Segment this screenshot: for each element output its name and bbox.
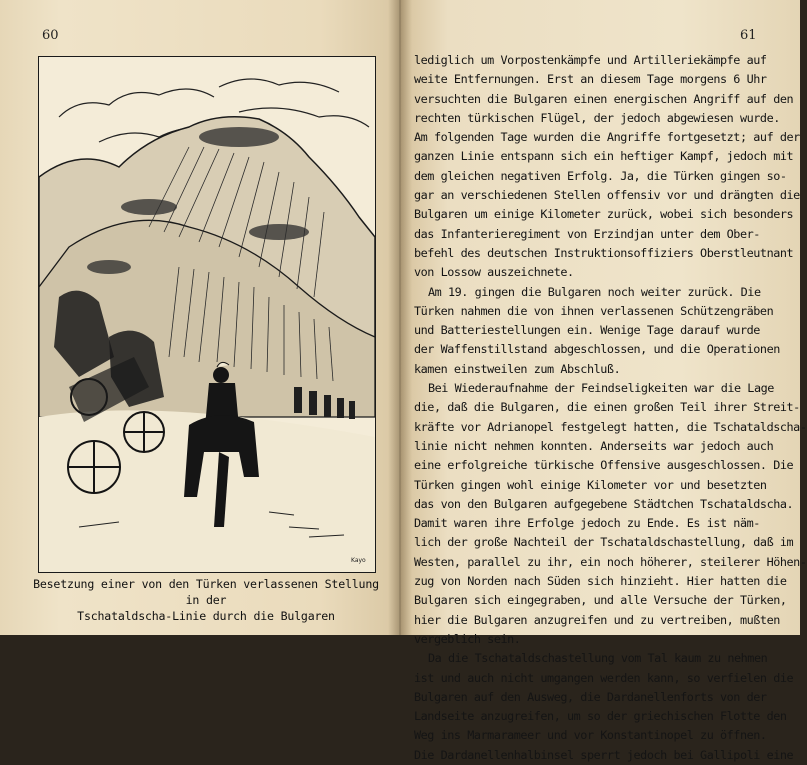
illustration-caption [30, 576, 382, 624]
text-line: Weg ins Marmarameer und vor Konstantinopel zu öffnen. [414, 728, 767, 743]
caption-line: Besetzung einer von den Türken verlassenen Stellung in der [33, 577, 379, 607]
text-line: der Waffenstillstand abgeschlossen, und die Operationen [414, 342, 780, 357]
text-line: und Batteriestellungen ein. Wenige Tage darauf wurde [414, 323, 760, 338]
caption-line: Tschataldscha-Linie durch die Bulgaren [77, 609, 335, 623]
text-line: die, daß die Bulgaren, die einen großen Teil ihrer Streit- [414, 400, 800, 415]
artist-signature: Kayo [351, 557, 366, 564]
text-line: Damit waren ihre Erfolge jedoch zu Ende. Es ist näm- [414, 516, 760, 531]
text-line: Bulgaren auf den Ausweg, die Dardanellenforts von der [414, 689, 767, 704]
text-line: das von den Bulgaren aufgegebene Städtchen Tschataldscha. [414, 496, 794, 511]
text-line: rechten türkischen Flügel, der jedoch abgewiesen wurde. [414, 110, 780, 125]
text-line: lich der große Nachteil der Tschataldschastellung, daß im [414, 535, 794, 550]
text-line: dem gleichen negativen Erfolg. Ja, die Türken gingen so- [414, 168, 787, 183]
text-line: Da die Tschataldschastellung vom Tal kaum zu nehmen [428, 651, 768, 666]
text-line: Westen, parallel zu ihr, ein noch höherer, steilerer Höhen- [414, 554, 807, 569]
text-line: eine erfolgreiche türkische Offensive ausgeschlossen. Die [414, 458, 794, 473]
text-line: Am folgenden Tage wurden die Angriffe fortgesetzt; auf der [414, 130, 800, 145]
text-line: Türken nahmen die von ihnen verlassenen Schützengräben [414, 303, 774, 318]
text-line: weite Entfernungen. Erst an diesem Tage morgens 6 Uhr [414, 72, 767, 87]
text-line: ganzen Linie entspann sich ein heftiger Kampf, jedoch mit [414, 149, 794, 164]
text-line: befehl des deutschen Instruktionsoffiziers Oberstleutnant [414, 245, 794, 260]
right-page-number: 61 [740, 28, 757, 43]
text-line: linie nicht nehmen konnten. Anderseits war jedoch auch [414, 438, 774, 453]
left-page-number: 60 [42, 28, 59, 43]
body-text [414, 51, 807, 765]
text-line: ist und auch nicht umgangen werden kann, so verfielen die [414, 670, 794, 685]
text-line: lediglich um Vorpostenkämpfe und Artilleriekämpfe auf [414, 53, 767, 67]
text-line: versuchten die Bulgaren einen energischen Angriff auf den [414, 91, 794, 106]
text-line: Bei Wiederaufnahme der Feindseligkeiten war die Lage [428, 381, 774, 396]
text-line: vergeblich sein. [414, 631, 521, 646]
text-line: hier die Bulgaren anzugreifen und zu vertreiben, mußten [414, 612, 780, 627]
text-line: Landseite anzugreifen, um so der griechischen Flotte den [414, 709, 787, 724]
book-gutter [388, 0, 412, 635]
text-line: Bulgaren um einige Kilometer zurück, wobei sich besonders [414, 207, 794, 222]
text-line: zug von Norden nach Süden sich hinzieht. Hier hatten die [414, 574, 787, 589]
text-line: von Lossow auszeichnete. [414, 265, 574, 280]
text-line: gar an verschiedenen Stellen offensiv vor und drängten die [414, 188, 800, 203]
battle-illustration [38, 56, 376, 573]
text-line: kamen einstweilen zum Abschluß. [414, 361, 621, 376]
text-line: kräfte vor Adrianopel festgelegt hatten, die Tschataldscha- [414, 419, 807, 434]
text-line: Die Dardanellenhalbinsel sperrt jedoch bei Gallipoli eine [414, 747, 794, 762]
text-line: das Infanterieregiment von Erzindjan unter dem Ober- [414, 226, 760, 241]
text-line: Bulgaren sich eingegraben, und alle Versuche der Türken, [414, 593, 787, 608]
text-line: Türken gingen wohl einige Kilometer vor und besetzten [414, 477, 767, 492]
text-line: Am 19. gingen die Bulgaren noch weiter zurück. Die [428, 284, 761, 299]
